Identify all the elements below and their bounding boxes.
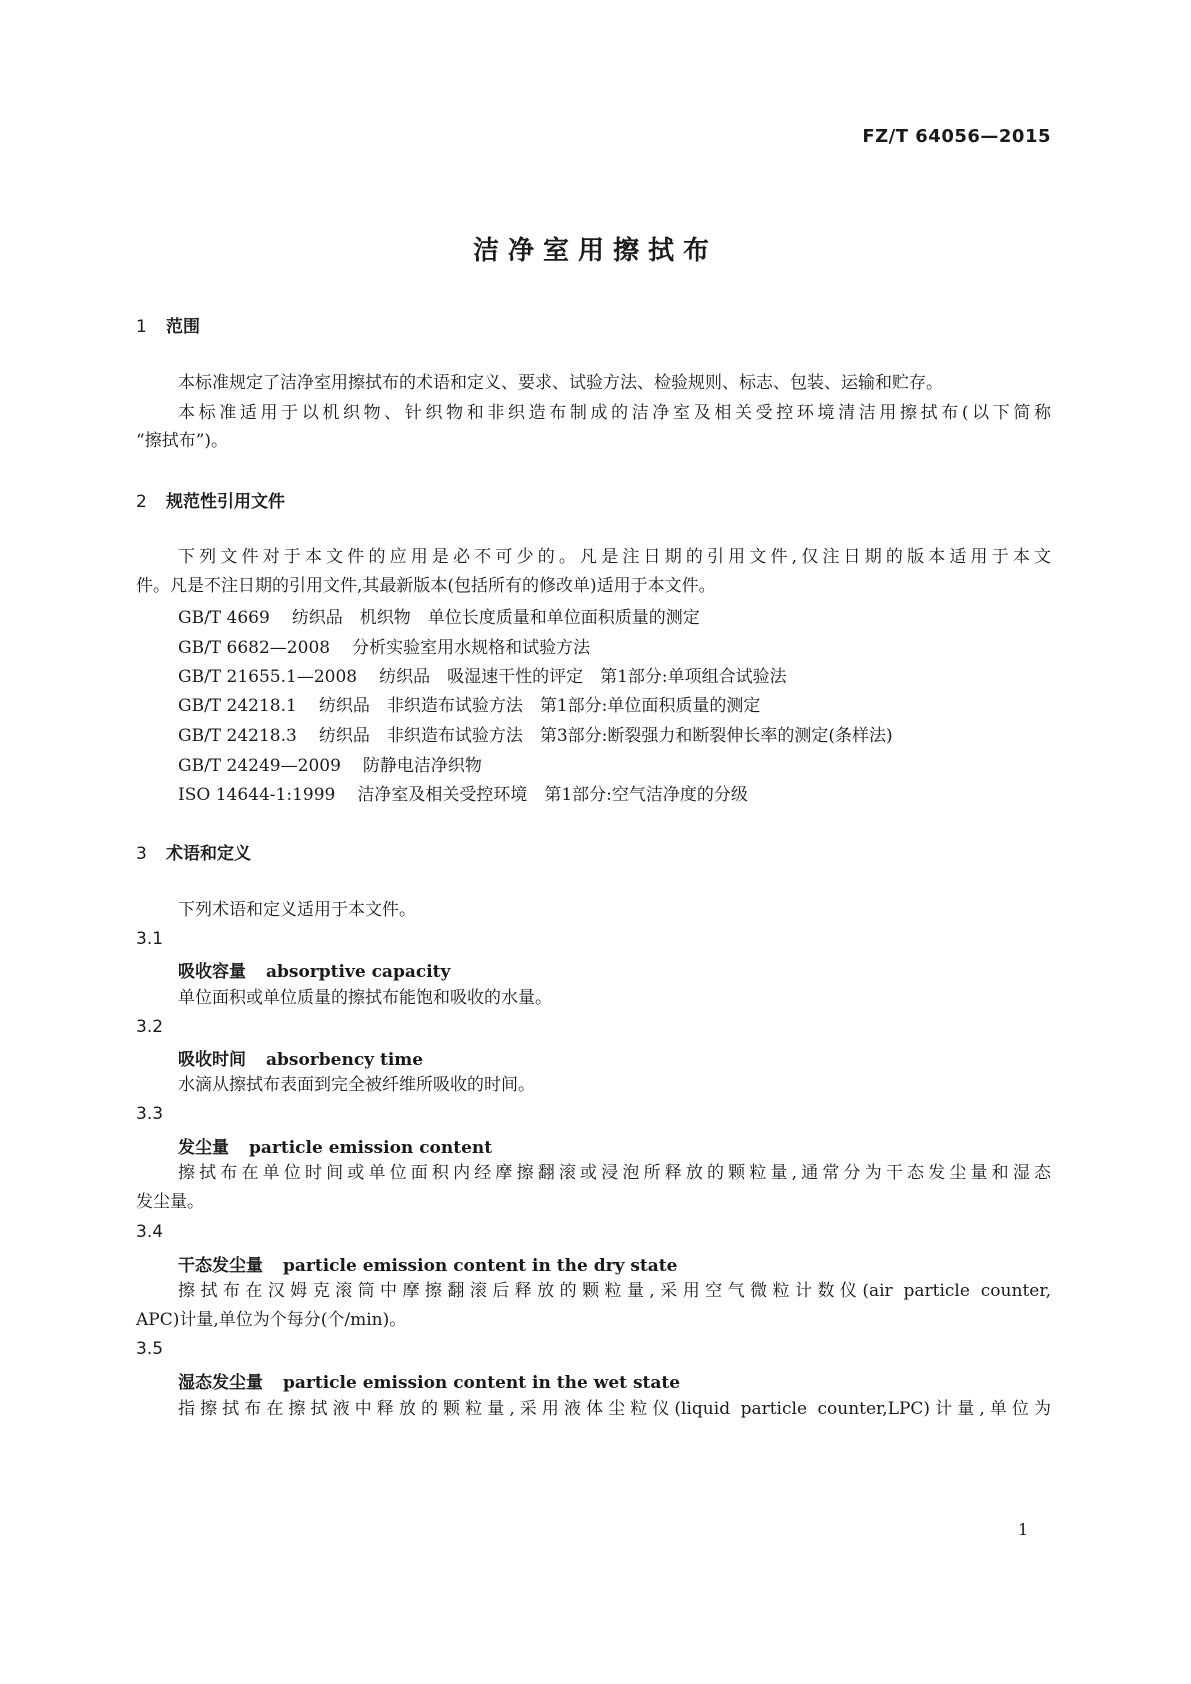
reference-item <box>178 691 760 716</box>
term-definition: 发尘量。 <box>136 1192 204 1212</box>
reference-item <box>178 721 893 746</box>
reference-item <box>178 780 748 805</box>
section-title: 术语和定义 <box>166 844 251 864</box>
section-title: 规范性引用文件 <box>166 492 285 512</box>
term-en: particle emission content <box>249 1138 493 1158</box>
reference-title: 防静电洁净织物 <box>362 756 482 776</box>
paragraph: 下列文件对于本文件的应用是必不可少的。凡是注日期的引用文件,仅注日期的版本适用于本文 <box>178 547 1051 567</box>
reference-code: GB/T 24218.1 <box>178 696 297 716</box>
subsection-number: 3.1 <box>136 929 164 949</box>
section-number: 1 <box>136 317 147 337</box>
reference-title: 纺织品 非织造布试验方法 第1部分:单位面积质量的测定 <box>318 696 761 716</box>
reference-code: GB/T 24249—2009 <box>178 756 341 776</box>
term-definition: APC)计量,单位为个每分(个/min)。 <box>136 1310 407 1330</box>
paragraph: 本标准规定了洁净室用擦拭布的术语和定义、要求、试验方法、检验规则、标志、包装、运输和贮存。 <box>178 373 943 393</box>
term-en: particle emission content in the wet state <box>283 1373 681 1393</box>
paragraph: “擦拭布”)。 <box>136 431 229 451</box>
paragraph: 下列术语和定义适用于本文件。 <box>178 900 416 920</box>
term-en: absorbency time <box>266 1050 424 1070</box>
term-en: particle emission content in the dry state <box>283 1256 678 1276</box>
term-zh: 吸收时间 <box>178 1050 246 1070</box>
reference-title: 纺织品 吸湿速干性的评定 第1部分:单项组合试验法 <box>379 667 787 687</box>
reference-code: GB/T 21655.1—2008 <box>178 667 358 687</box>
subsection-number: 3.4 <box>136 1222 164 1242</box>
section-title: 范围 <box>166 317 200 337</box>
reference-title: 纺织品 机织物 单位长度质量和单位面积质量的测定 <box>291 608 700 628</box>
reference-code: GB/T 24218.3 <box>178 726 297 746</box>
term-en: absorptive capacity <box>266 962 451 982</box>
reference-code: ISO 14644-1:1999 <box>178 785 336 805</box>
term-zh: 干态发尘量 <box>178 1256 263 1276</box>
reference-title: 洁净室及相关受控环境 第1部分:空气洁净度的分级 <box>357 785 748 805</box>
term-zh: 发尘量 <box>178 1138 229 1158</box>
term-heading <box>178 1368 680 1393</box>
term-heading <box>178 1045 423 1070</box>
term-heading <box>178 1133 492 1158</box>
term-zh: 湿态发尘量 <box>178 1373 263 1393</box>
section-number: 2 <box>136 492 147 512</box>
section-number: 3 <box>136 844 147 864</box>
subsection-number: 3.3 <box>136 1104 164 1124</box>
term-definition: 单位面积或单位质量的擦拭布能饱和吸收的水量。 <box>178 988 552 1008</box>
section-3-heading <box>136 839 251 864</box>
paragraph: 件。凡是不注日期的引用文件,其最新版本(包括所有的修改单)适用于本文件。 <box>136 576 716 596</box>
term-definition: 水滴从擦拭布表面到完全被纤维所吸收的时间。 <box>178 1075 535 1095</box>
term-definition: 擦拭布在汉姆克滚筒中摩擦翻滚后释放的颗粒量,采用空气微粒计数仪(air particle counter, <box>178 1281 1051 1301</box>
reference-code: GB/T 4669 <box>178 608 270 628</box>
subsection-number: 3.5 <box>136 1339 164 1359</box>
paragraph: 本标准适用于以机织物、针织物和非织造布制成的洁净室及相关受控环境清洁用擦拭布(以下简称 <box>178 403 1051 423</box>
reference-item <box>178 633 590 658</box>
document-title: 洁净室用擦拭布 <box>472 236 718 266</box>
reference-title: 分析实验室用水规格和试验方法 <box>352 638 591 658</box>
term-heading <box>178 957 450 982</box>
reference-code: GB/T 6682—2008 <box>178 638 331 658</box>
reference-item <box>178 662 787 687</box>
reference-item <box>178 751 482 776</box>
reference-title: 纺织品 非织造布试验方法 第3部分:断裂强力和断裂伸长率的测定(条样法) <box>318 726 893 746</box>
term-definition: 指擦拭布在擦拭液中释放的颗粒量,采用液体尘粒仪(liquid particle counter,LPC)计量,单位为 <box>178 1399 1051 1419</box>
reference-item <box>178 603 700 628</box>
term-definition: 擦拭布在单位时间或单位面积内经摩擦翻滚或浸泡所释放的颗粒量,通常分为干态发尘量和湿态 <box>178 1163 1051 1183</box>
section-1-heading <box>136 312 200 337</box>
subsection-number: 3.2 <box>136 1017 164 1037</box>
term-heading <box>178 1251 677 1276</box>
term-zh: 吸收容量 <box>178 962 246 982</box>
page-number: 1 <box>1018 1520 1029 1539</box>
section-2-heading <box>136 487 285 512</box>
standard-code: FZ/T 64056—2015 <box>862 126 1051 147</box>
